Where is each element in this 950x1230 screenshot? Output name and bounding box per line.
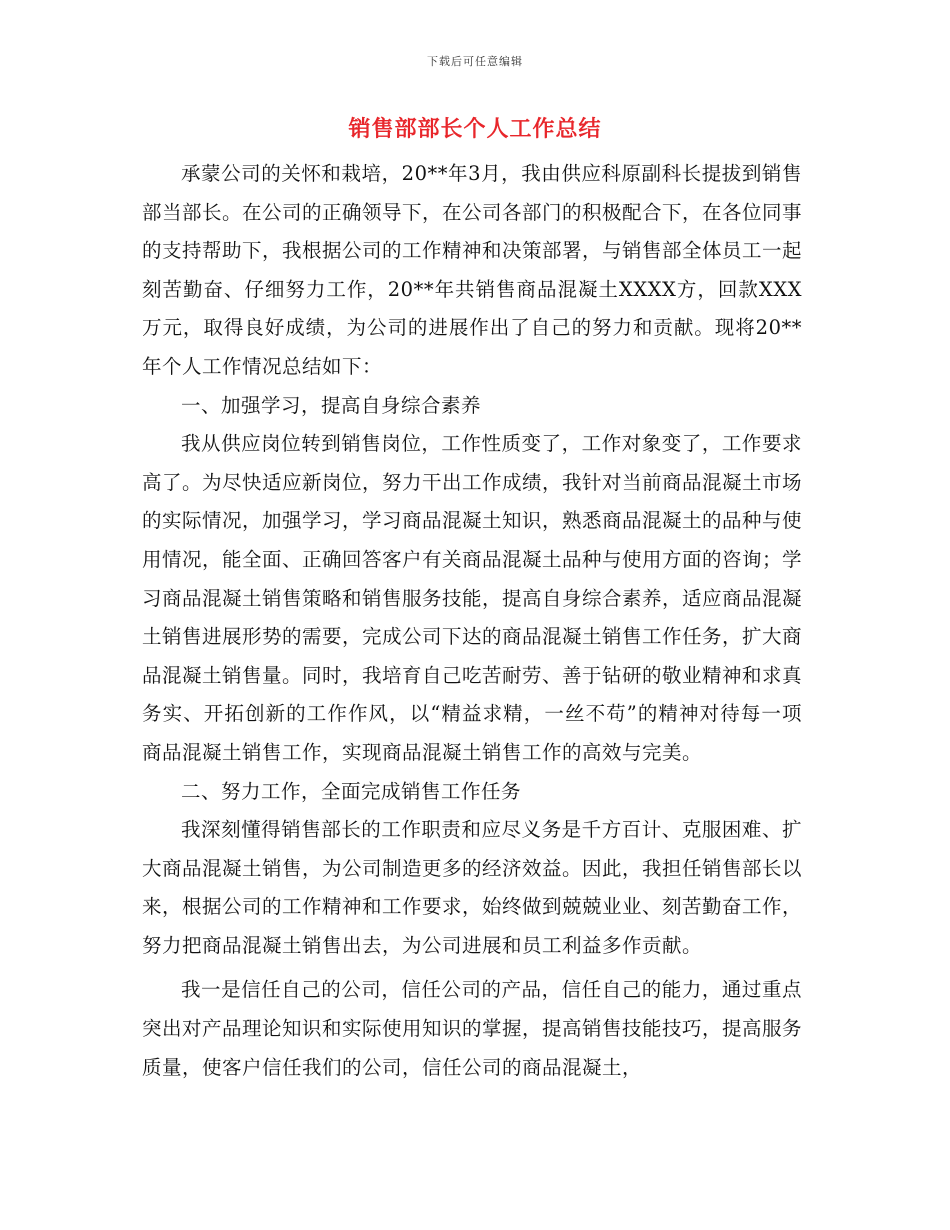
header-note: 下载后可任意编辑 bbox=[427, 55, 523, 68]
section-heading-2: 二、努力工作，全面完成销售工作任务 bbox=[181, 779, 522, 803]
document-title: 销售部部长个人工作总结 bbox=[348, 117, 602, 142]
document-body bbox=[142, 155, 802, 1087]
paragraph-section-1: 我从供应岗位转到销售岗位，工作性质变了，工作对象变了，工作要求高了。为尽快适应新岗位，努力干出工作成绩，我针对当前商品混凝土市场的实际情况，加强学习，学习商品混凝土知识，熟悉商品混凝土的品种与使用情况，能全面、正确回答客户有关商品混凝土品种与使用方面的咨询；学习商品混凝土销售策略和销售服务技能，提高自身综合素养，适应商品混凝土销售进展形势的需要，完成公司下达的商品混凝土销售工作任务，扩大商品混凝土销售量。同时，我培育自己吃苦耐劳、善于钻研的敬业精神和求真务实、开拓创新的工作作风，以“精益求精，一丝不苟”的精神对待每一项商品混凝土销售工作，实现商品混凝土销售工作的高效与完美。 bbox=[142, 432, 803, 764]
paragraph-section-2: 我深刻懂得销售部长的工作职责和应尽义务是千方百计、克服困难、扩大商品混凝土销售，为公司制造更多的经济效益。因此，我担任销售部长以来，根据公司的工作精神和工作要求，始终做到兢兢业业、刻苦勤奋工作，努力把商品混凝土销售出去，为公司进展和员工利益多作贡献。 bbox=[142, 818, 803, 957]
paragraph-section-2-point-1: 我一是信任自己的公司，信任公司的产品，信任自己的能力，通过重点突出对产品理论知识和实际使用知识的掌握，提高销售技能技巧，提高服务质量，使客户信任我们的公司，信任公司的商品混凝土， bbox=[142, 978, 803, 1079]
section-heading-1: 一、加强学习，提高自身综合素养 bbox=[181, 393, 482, 417]
paragraph-intro: 承蒙公司的关怀和栽培，20**年3月，我由供应科原副科长提拔到销售部当部长。在公司的正确领导下，在公司各部门的积极配合下，在各位同事的支持帮助下，我根据公司的工作精神和决策部署，与销售部全体员工一起刻苦勤奋、仔细努力工作，20**年共销售商品混凝土XXXX方，回款XXX万元，取得良好成绩，为公司的进展作出了自己的努力和贡献。现将20**年个人工作情况总结如下： bbox=[142, 162, 803, 378]
